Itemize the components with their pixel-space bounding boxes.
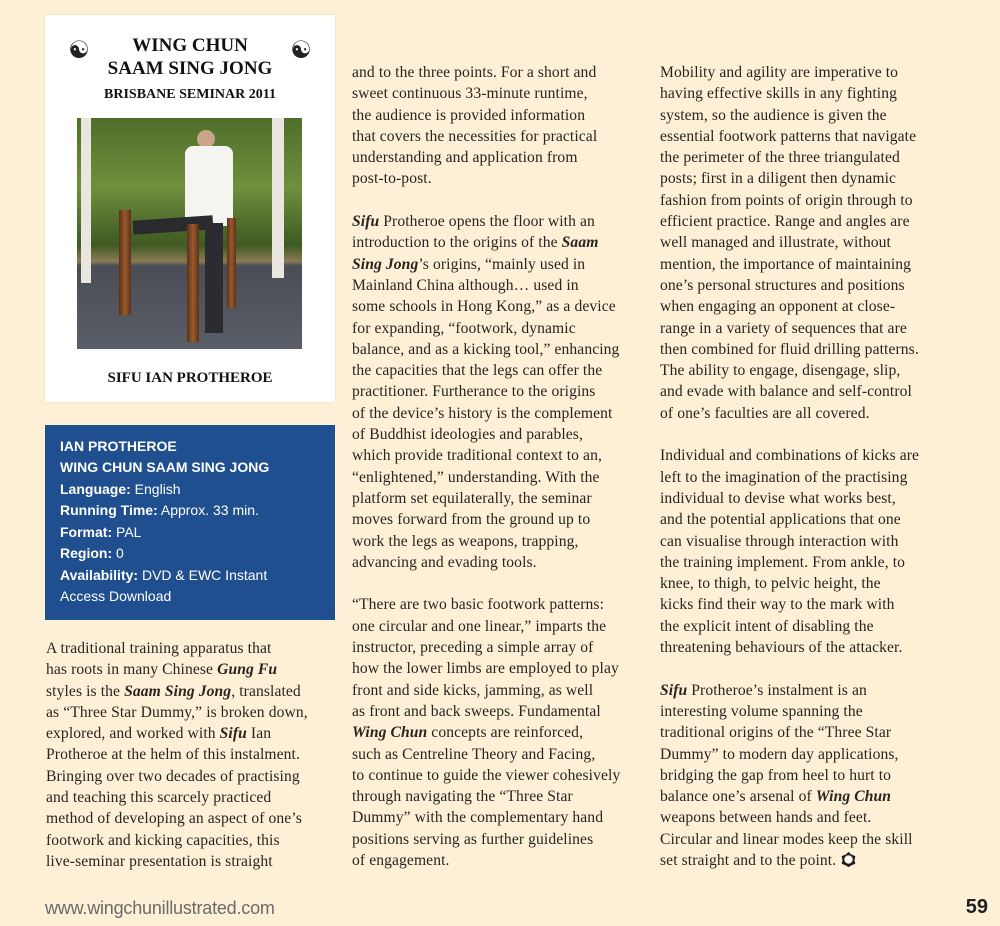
text-line: Bringing over two decades of practising <box>46 767 300 785</box>
text-line: Mainland China although… used in <box>352 276 579 294</box>
text-line <box>352 190 652 211</box>
text-line: A traditional training apparatus that <box>46 640 272 657</box>
text-line: of engagement. <box>352 851 450 869</box>
text-line: the training implement. From ankle, to <box>660 553 906 571</box>
text-line: of Buddhist ideologies and parables, <box>352 426 583 444</box>
footer-url[interactable]: www.wingchunillustrated.com <box>45 898 275 918</box>
text-line: sweet continuous 33-minute runtime, <box>352 85 588 103</box>
text-line: kicks find their way to the mark with <box>660 596 895 614</box>
text-line: instructor, preceding a simple array of <box>352 639 594 657</box>
text-line: method of developing an aspect of one’s <box>46 810 302 828</box>
info-running-time: Running Time: Approx. 33 min. <box>60 502 259 518</box>
text-line: introduction to the origins of the Saam <box>352 234 599 252</box>
text-line: and evade with balance and self-control <box>660 383 912 401</box>
text-line <box>660 658 960 679</box>
text-line: left to the imagination of the practising <box>660 468 908 486</box>
text-line: Wing Chun concepts are reinforced, <box>352 724 584 742</box>
info-availability: Availability: DVD & EWC Instant <box>60 567 268 583</box>
text-line: then combined for fluid drilling patterns. <box>660 340 919 358</box>
article-column-3 <box>660 62 960 871</box>
dvd-info-box <box>45 425 335 620</box>
text-line: when engaging an opponent at close- <box>660 298 896 316</box>
text-line: balance, and as a kicking tool,” enhancing <box>352 340 620 358</box>
text-line: Sifu Protheroe opens the floor with an <box>352 213 595 231</box>
info-availability-cont: Access Download <box>60 588 172 604</box>
text-line: mention, the importance of maintaining <box>660 255 912 273</box>
text-line: the audience is provided information <box>352 106 586 124</box>
text-line: can visualise through interaction with <box>660 532 899 550</box>
page-number: 59 <box>965 896 988 918</box>
text-line: practitioner. Furtherance to the origins <box>352 383 596 401</box>
cover-title-line1: WING CHUN <box>132 35 248 56</box>
text-line: through navigating the “Three Star <box>352 788 573 806</box>
text-line: of the device’s history is the complement <box>352 404 613 422</box>
text-line: understanding and application from <box>352 149 578 167</box>
text-line: that covers the necessities for practical <box>352 127 598 145</box>
cover-author: SIFU IAN PROTHEROE <box>107 370 273 386</box>
cover-subtitle: BRISBANE SEMINAR 2011 <box>104 87 276 102</box>
text-line: and to the three points. For a short and <box>352 64 597 81</box>
text-line: Individual and combinations of kicks are <box>660 447 920 465</box>
text-line: explored, and worked with Sifu Ian <box>46 725 272 743</box>
text-line: individual to devise what works best, <box>660 489 896 507</box>
info-format: Format: PAL <box>60 524 142 540</box>
text-line: knee, to thigh, to pelvic height, the <box>660 575 881 593</box>
text-line: Mobility and agility are imperative to <box>660 64 899 81</box>
text-line: efficient practice. Range and angles are <box>660 213 910 231</box>
text-line: bridging the gap from heel to hurt to <box>660 766 892 784</box>
text-line: how the lower limbs are employed to play <box>352 660 619 678</box>
text-line: post-to-post. <box>352 170 432 188</box>
text-line <box>352 573 652 594</box>
text-line: one circular and one linear,” imparts the <box>352 617 607 635</box>
text-line: platform set equilaterally, the seminar <box>352 489 592 507</box>
text-line: balance one’s arsenal of Wing Chun <box>660 788 892 806</box>
text-line <box>660 424 960 445</box>
text-line: front and side kicks, jamming, as well <box>352 681 594 699</box>
text-line: system, so the audience is given the <box>660 106 887 124</box>
info-region: Region: 0 <box>60 545 124 561</box>
text-line: has roots in many Chinese Gung Fu <box>46 661 278 679</box>
text-line: Sifu Protheroe’s instalment is an <box>660 681 867 699</box>
text-line: the perimeter of the three triangulated <box>660 149 900 167</box>
cover-title-line2: SAAM SING JONG <box>107 58 273 79</box>
text-line: Protheroe at the helm of this instalment. <box>46 746 300 764</box>
text-line: having effective skills in any fighting <box>660 85 898 103</box>
wing-chun-emblem-icon: ☯ <box>290 38 312 64</box>
text-line: as front and back sweeps. Fundamental <box>352 702 601 720</box>
info-language: Language: English <box>60 481 181 497</box>
text-line: moves forward from the ground up to <box>352 511 591 529</box>
text-line: live-seminar presentation is straight <box>46 852 273 870</box>
text-line: Sing Jong’s origins, “mainly used in <box>352 255 586 273</box>
text-line: essential footwork patterns that navigate <box>660 127 917 145</box>
text-line: for expanding, “footwork, dynamic <box>352 319 576 337</box>
text-line: Circular and linear modes keep the skill <box>660 830 913 848</box>
text-line: posts; first in a diligent then dynamic <box>660 170 897 188</box>
text-line: to continue to guide the viewer cohesively <box>352 766 621 784</box>
text-line: the capacities that the legs can offer the <box>352 362 603 380</box>
text-line: styles is the Saam Sing Jong, translated <box>46 682 301 700</box>
text-line: some schools in Hong Kong,” as a device <box>352 298 616 316</box>
info-name: IAN PROTHEROE <box>60 438 177 454</box>
article-column-1 <box>46 638 346 872</box>
end-mark-icon <box>840 851 857 868</box>
text-line: Dummy” to modern day applications, <box>660 745 899 763</box>
wing-chun-emblem-icon: ☯ <box>68 38 90 64</box>
text-line: and the potential applications that one <box>660 511 901 529</box>
info-title: WING CHUN SAAM SING JONG <box>60 459 270 475</box>
text-line: such as Centreline Theory and Facing, <box>352 745 596 763</box>
text-line: interesting volume spanning the <box>660 702 863 720</box>
text-line: Dummy” with the complementary hand <box>352 809 604 827</box>
text-line: The ability to engage, disengage, slip, <box>660 362 901 380</box>
cover-photo <box>77 118 302 349</box>
text-line: fashion from points of origin through to <box>660 191 913 209</box>
text-line: as “Three Star Dummy,” is broken down, <box>46 703 308 721</box>
text-line: weapons between hands and feet. <box>660 809 872 827</box>
dvd-cover-image <box>45 15 335 402</box>
text-line: range in a variety of sequences that are <box>660 319 907 337</box>
text-line: well managed and illustrate, without <box>660 234 891 252</box>
article-column-2 <box>352 62 652 871</box>
text-line: which provide traditional context to an, <box>352 447 602 465</box>
text-line: set straight and to the point. <box>660 850 960 871</box>
text-line: threatening behaviours of the attacker. <box>660 639 903 657</box>
text-line: “There are two basic footwork patterns: <box>352 596 604 614</box>
text-line: one’s personal structures and positions <box>660 276 905 294</box>
text-line: traditional origins of the “Three Star <box>660 724 892 742</box>
text-line: footwork and kicking capacities, this <box>46 831 280 849</box>
text-line: advancing and evading tools. <box>352 553 537 571</box>
text-line: “enlightened,” understanding. With the <box>352 468 600 486</box>
text-line: work the legs as weapons, trapping, <box>352 532 579 550</box>
text-line: the explicit intent of disabling the <box>660 617 874 635</box>
text-line: positions serving as further guidelines <box>352 830 594 848</box>
text-line: and teaching this scarcely practiced <box>46 789 272 807</box>
text-line: of one’s faculties are all covered. <box>660 404 870 422</box>
